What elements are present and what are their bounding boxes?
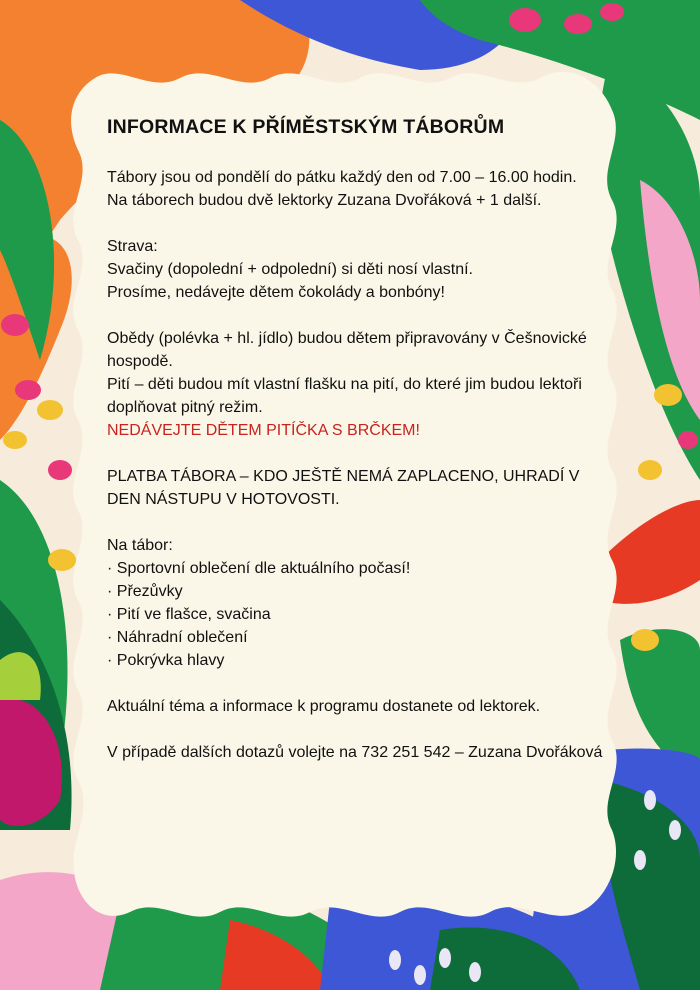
list-item: · Pití ve flašce, svačina: [107, 606, 271, 623]
contact-text: V případě dalších dotazů volejte na 732 251 542 – Zuzana Dvořáková: [107, 744, 603, 761]
food-heading: Strava:: [107, 238, 158, 255]
snacks-text: Svačiny (dopolední + odpolední) si děti nosí vlastní.: [107, 261, 473, 278]
bring-list: [107, 557, 607, 672]
list-item: · Náhradní oblečení: [107, 629, 248, 646]
lunch-text: Obědy (polévka + hl. jídlo) budou dětem připravovány v Češnovické hospodě.: [107, 330, 587, 370]
bring-heading: Na tábor:: [107, 537, 173, 554]
program-topic-text: Aktuální téma a informace k programu dostanete od lektorek.: [107, 698, 541, 715]
page-title: INFORMACE K PŘÍMĚSTSKÝM TÁBORŮM: [107, 116, 505, 138]
payment-text: PLATBA TÁBORA – KDO JEŠTĚ NEMÁ ZAPLACENO, UHRADÍ V DEN NÁSTUPU V HOTOVOSTI.: [107, 468, 580, 508]
list-item: · Pokrývka hlavy: [107, 652, 225, 669]
info-text-block: [107, 116, 607, 764]
lecturers-text: Na táborech budou dvě lektorky Zuzana Dvořáková + 1 další.: [107, 192, 542, 209]
drinks-text: Pití – děti budou mít vlastní flašku na pití, do které jim budou lektoři doplňovat pitný režim.: [107, 376, 582, 416]
list-item: · Sportovní oblečení dle aktuálního počasí!: [107, 560, 411, 577]
list-item: · Přezůvky: [107, 583, 183, 600]
no-sweets-text: Prosíme, nedávejte dětem čokolády a bonbóny!: [107, 284, 445, 301]
schedule-text: Tábory jsou od pondělí do pátku každý den od 7.00 – 16.00 hodin.: [107, 169, 577, 186]
drink-warning-text: NEDÁVEJTE DĚTEM PITÍČKA S BRČKEM!: [107, 422, 420, 439]
